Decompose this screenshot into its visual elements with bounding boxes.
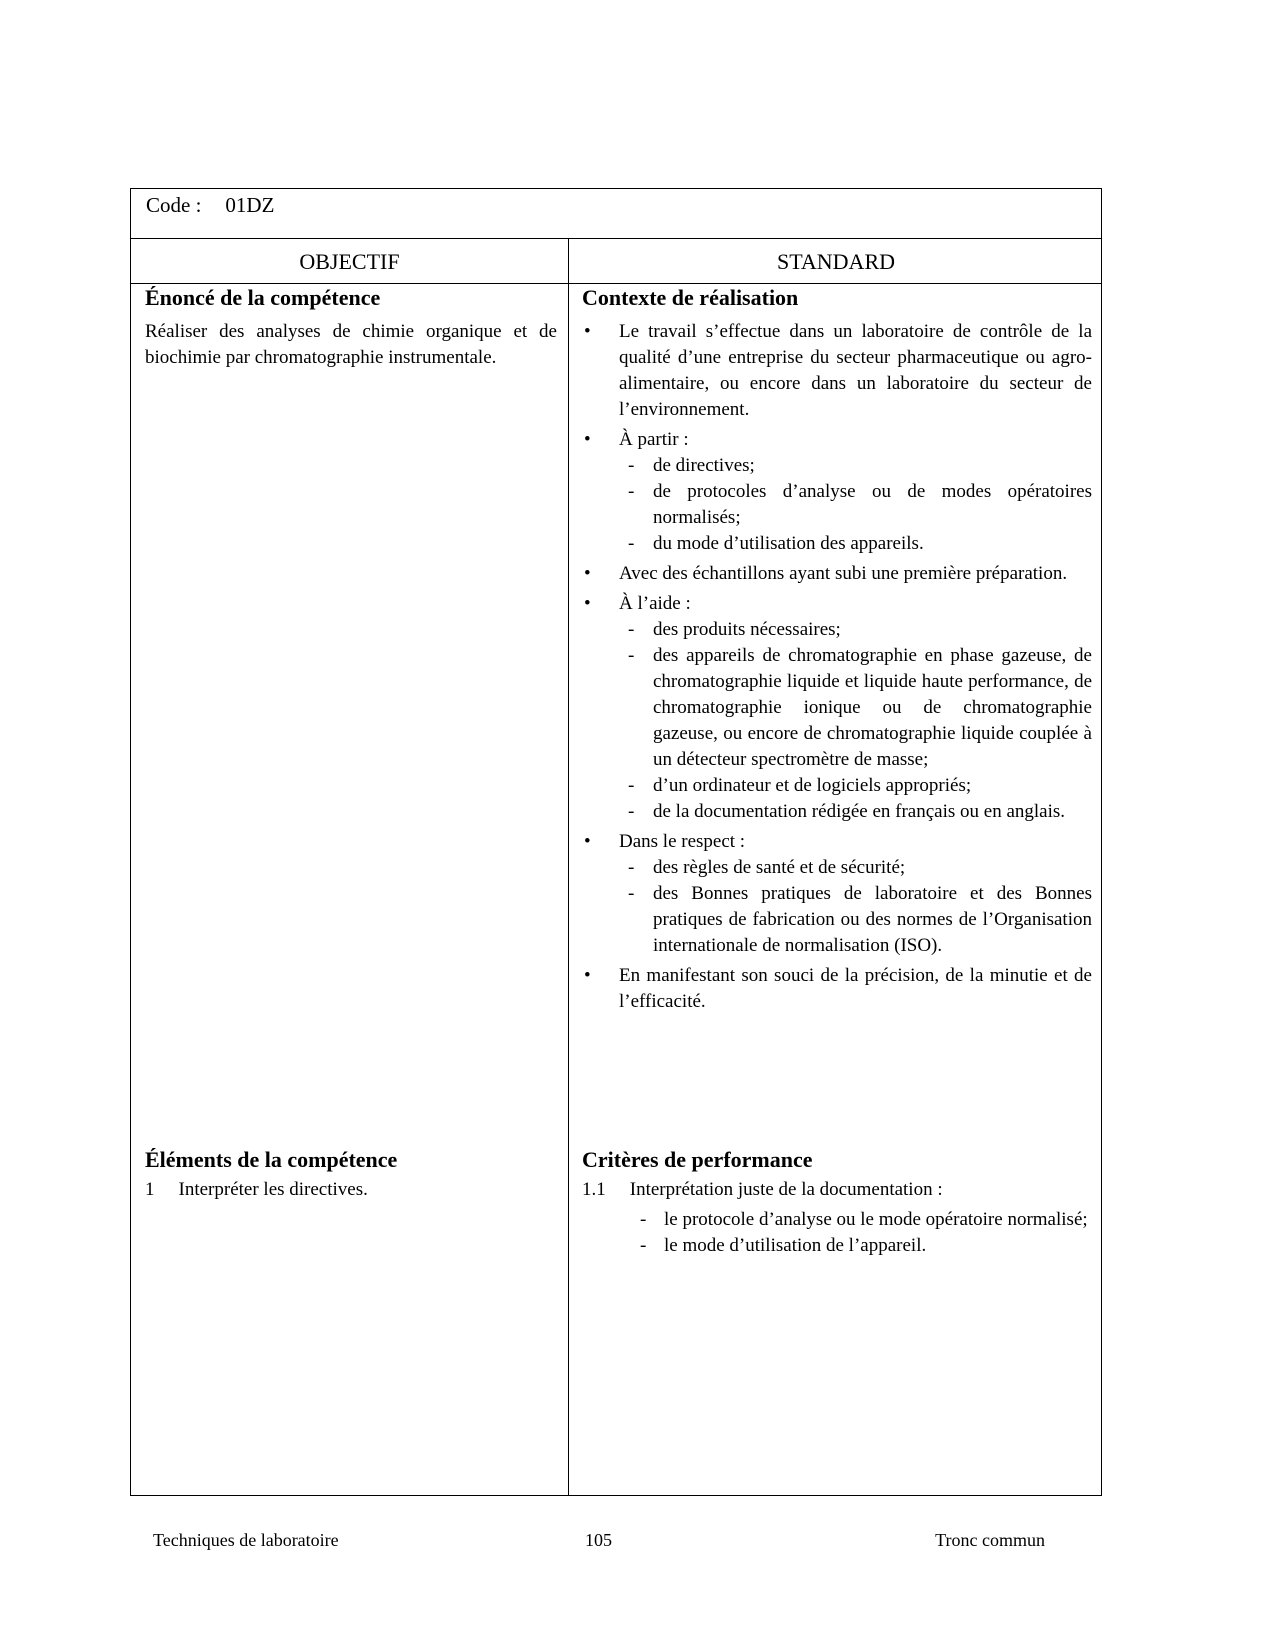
enonce-heading: Énoncé de la compétence bbox=[145, 285, 381, 310]
element-1 bbox=[145, 1177, 557, 1203]
element-1-number: 1 bbox=[145, 1179, 155, 1200]
contexte-item-5: • Dans le respect : bbox=[582, 829, 1092, 855]
critere-1-1 bbox=[582, 1177, 1092, 1203]
contexte-item-6: • En manifestant son souci de la précision, de la minutie et de l’efficacité. bbox=[582, 963, 1092, 1015]
elements-heading: Éléments de la compétence bbox=[145, 1147, 398, 1172]
contexte-item-4: • À l’aide : bbox=[582, 591, 1092, 617]
footer-program: Techniques de laboratoire bbox=[153, 1530, 339, 1550]
contexte-list-4 bbox=[582, 963, 1092, 1015]
aide-item: - d’un ordinateur et de logiciels appropriés; bbox=[582, 773, 1092, 799]
respect-item: - des règles de santé et de sécurité; bbox=[582, 855, 1092, 881]
contexte-section bbox=[582, 285, 1092, 1019]
header-divider bbox=[131, 283, 1101, 284]
contexte-item-2: • À partir : bbox=[582, 427, 1092, 453]
aide-item: - des appareils de chromatographie en phase gazeuse, de chromatographie liquide et liquide haute performance, de chromatographie ionique ou de chromatographie gazeuse, ou encore de chromatographie liquide couplée à un détecteur spectromètre de masse; bbox=[582, 643, 1092, 773]
contexte-list bbox=[582, 319, 1092, 453]
element-1-text: Interpréter les directives. bbox=[178, 1179, 368, 1200]
apartir-list bbox=[582, 453, 1092, 557]
critere-list bbox=[582, 1207, 1092, 1259]
respect-list bbox=[582, 855, 1092, 959]
critere-item: - le protocole d’analyse ou le mode opératoire normalisé; bbox=[582, 1207, 1092, 1233]
contexte-heading: Contexte de réalisation bbox=[582, 285, 799, 310]
contexte-item-3: • Avec des échantillons ayant subi une première préparation. bbox=[582, 561, 1092, 587]
critere-text: Interprétation juste de la documentation : bbox=[629, 1179, 943, 1200]
aide-item: - des produits nécessaires; bbox=[582, 617, 1092, 643]
critere-item: - le mode d’utilisation de l’appareil. bbox=[582, 1233, 1092, 1259]
elements-section bbox=[145, 1147, 557, 1203]
critere-number: 1.1 bbox=[582, 1179, 606, 1200]
apartir-item: - du mode d’utilisation des appareils. bbox=[582, 531, 1092, 557]
contexte-list-2 bbox=[582, 561, 1092, 617]
code-row bbox=[131, 189, 1101, 239]
contexte-item-1: • Le travail s’effectue dans un laboratoire de contrôle de la qualité d’une entreprise du secteur pharmaceutique ou agro-alimentaire, ou encore dans un laboratoire du secteur de l’environnement. bbox=[582, 319, 1092, 423]
code-label: Code : bbox=[146, 193, 202, 217]
enonce-section bbox=[145, 285, 557, 371]
footer-section: Tronc commun bbox=[935, 1530, 1045, 1550]
header-standard: STANDARD bbox=[776, 249, 896, 274]
competency-table bbox=[130, 188, 1102, 1496]
column-divider bbox=[568, 239, 569, 1495]
aide-list bbox=[582, 617, 1092, 825]
apartir-item: - de directives; bbox=[582, 453, 1092, 479]
criteres-heading: Critères de performance bbox=[582, 1147, 813, 1172]
code bbox=[146, 193, 274, 218]
enonce-text: Réaliser des analyses de chimie organique et de biochimie par chromatographie instrumentale. bbox=[145, 321, 557, 368]
aide-item: - de la documentation rédigée en français ou en anglais. bbox=[582, 799, 1092, 825]
contexte-list-3 bbox=[582, 829, 1092, 855]
code-value: 01DZ bbox=[225, 193, 275, 217]
footer-page-number: 105 bbox=[585, 1530, 612, 1550]
apartir-item: - de protocoles d’analyse ou de modes opératoires normalisés; bbox=[582, 479, 1092, 531]
respect-item: - des Bonnes pratiques de laboratoire et des Bonnes pratiques de fabrication ou des normes de l’Organisation internationale de normalisation (ISO). bbox=[582, 881, 1092, 959]
criteres-section bbox=[582, 1147, 1092, 1259]
header-objectif: OBJECTIF bbox=[299, 249, 400, 274]
